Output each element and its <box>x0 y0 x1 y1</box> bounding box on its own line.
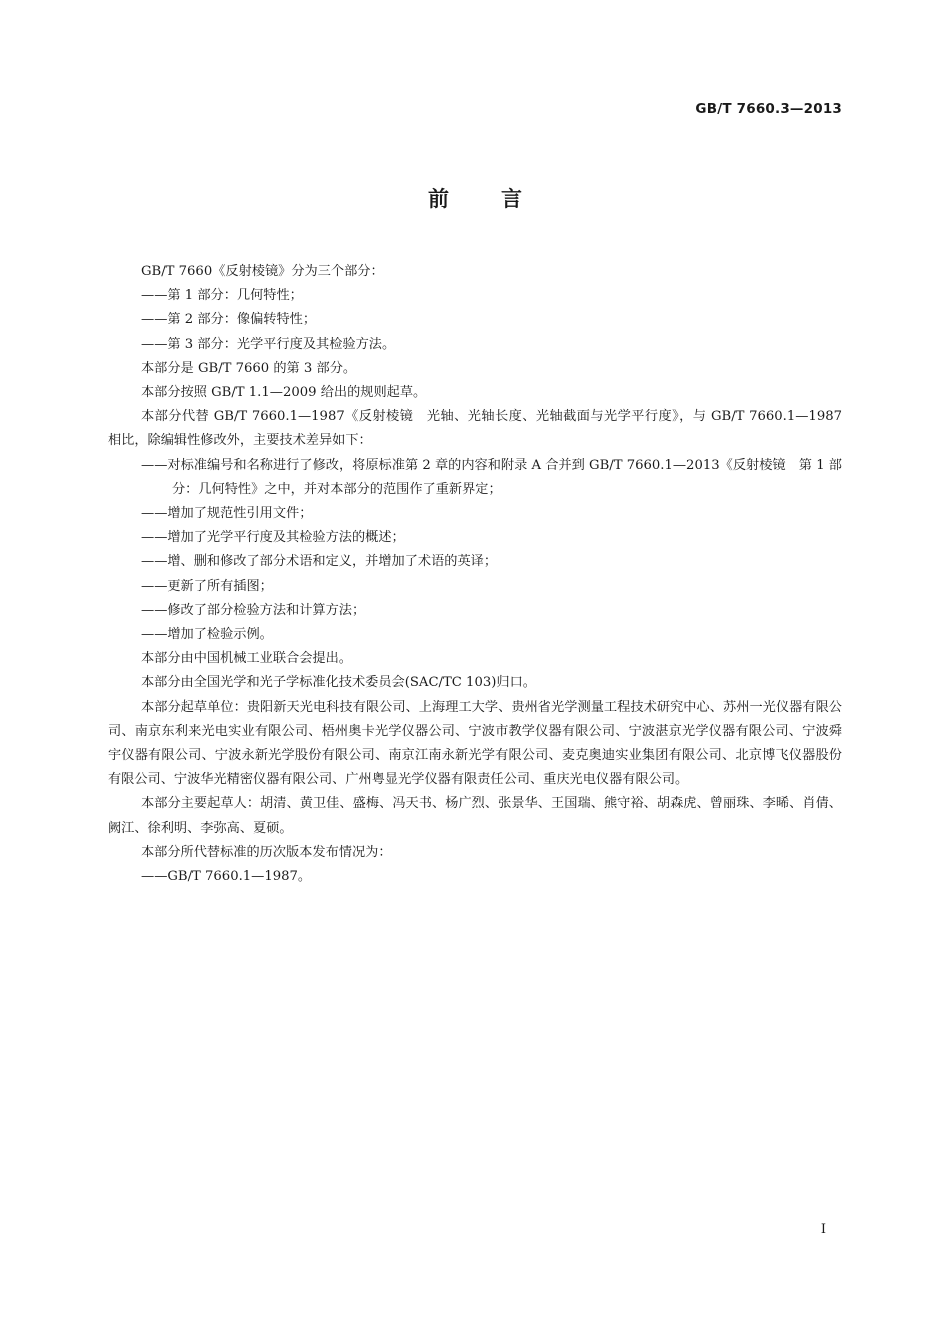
foreword-list-item: ——第 3 部分：光学平行度及其检验方法。 <box>141 336 396 352</box>
foreword-list-item: ——对标准编号和名称进行了修改，将原标准第 2 章的内容和附录 A 合并到 GB/T 7660.1—2013《反射棱镜 第 1 部分：几何特性》之中，并对本部分的范围作了重新界定； <box>141 457 842 497</box>
foreword-list-item: ——增加了规范性引用文件； <box>141 506 313 522</box>
foreword-list-item: ——第 1 部分：几何特性； <box>141 288 303 304</box>
foreword-paragraph: 本部分起草单位：贵阳新天光电科技有限公司、上海理工大学、贵州省光学测量工程技术研究中心、苏州一光仪器有限公司、南京东利来光电实业有限公司、梧州奥卡光学仪器公司、宁波市教学仪器有限公司、宁波湛京光学仪器有限公司、宁波舜宇仪器有限公司、宁波永新光学股份有限公司、南京江南永新光学有限公司、麦克奥迪实业集团有限公司、北京博飞仪器股份有限公司、宁波华光精密仪器有限公司、广州粤显光学仪器有限责任公司、重庆光电仪器有限公司。 <box>108 699 842 788</box>
foreword-list-item: ——GB/T 7660.1—1987。 <box>141 869 312 885</box>
foreword-paragraph: GB/T 7660《反射棱镜》分为三个部分： <box>141 264 384 279</box>
foreword-paragraph: 本部分按照 GB/T 1.1—2009 给出的规则起草。 <box>141 385 427 401</box>
foreword-list-item: ——更新了所有插图； <box>141 578 273 594</box>
foreword-list-item: ——第 2 部分：像偏转特性； <box>141 312 317 328</box>
standard-number: GB/T 7660.3—2013 <box>695 101 842 117</box>
foreword-paragraph: 本部分由中国机械工业联合会提出。 <box>141 651 352 667</box>
foreword-list-item: ——修改了部分检验方法和计算方法； <box>141 602 366 618</box>
foreword-paragraph: 本部分代替 GB/T 7660.1—1987《反射棱镜 光轴、光轴长度、光轴截面与光学平行度》，与 GB/T 7660.1—1987 相比，除编辑性修改外，主要技术差异如下： <box>108 409 842 449</box>
foreword-paragraph: 本部分主要起草人：胡清、黄卫佳、盛梅、冯天书、杨广烈、张景华、王国瑞、熊守裕、胡森虎、曾丽珠、李晞、肖倩、阙江、徐利明、李弥高、夏硕。 <box>108 796 842 836</box>
foreword-list-item: ——增加了检验示例。 <box>141 627 273 643</box>
title-char-2: 言 <box>501 187 522 211</box>
foreword-paragraph: 本部分所代替标准的历次版本发布情况为： <box>141 844 392 860</box>
foreword-list-item: ——增加了光学平行度及其检验方法的概述； <box>141 530 405 546</box>
foreword-list-item: ——增、删和修改了部分术语和定义，并增加了术语的英译； <box>141 554 498 570</box>
foreword-body <box>108 260 842 889</box>
title-char-1: 前 <box>428 187 449 211</box>
foreword-paragraph: 本部分由全国光学和光子学标准化技术委员会(SAC/TC 103)归口。 <box>141 675 536 691</box>
page-title <box>0 183 950 213</box>
foreword-paragraph: 本部分是 GB/T 7660 的第 3 部分。 <box>141 360 357 376</box>
page-number: I <box>820 1222 826 1237</box>
